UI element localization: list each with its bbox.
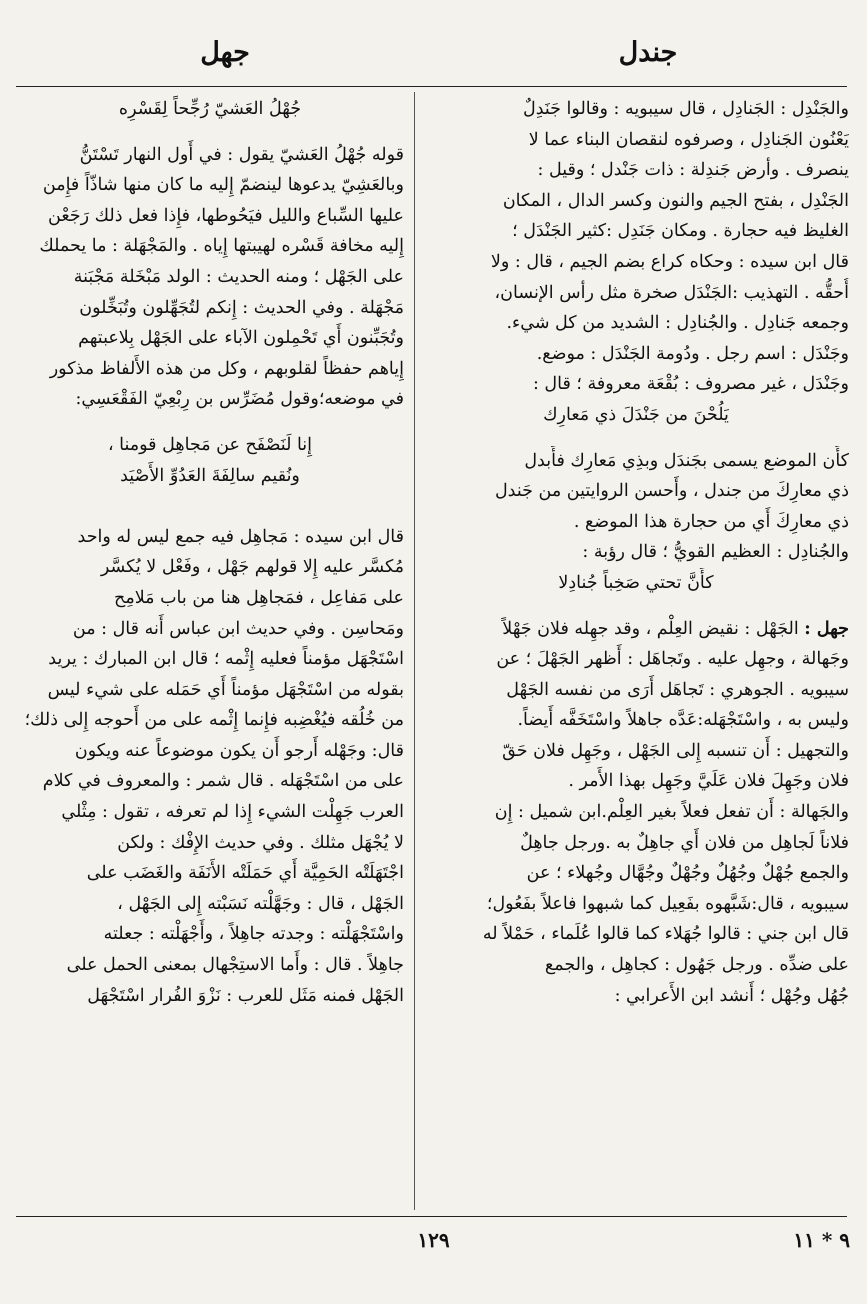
header-left-word: جهل (200, 37, 250, 68)
verse-line: يَلُحْنَ من جَنْدَلَ ذي مَعارِك (543, 404, 729, 425)
bottom-rule (16, 1216, 847, 1217)
text-line: والجُنادِل : العظيم القويُّ ؛ قال رؤبة : (582, 542, 849, 563)
text-line: والجَنْدِل : الجَنادِل ، قال سيبويه : وقالوا جَنَدِلٌ (523, 99, 849, 119)
text-line: في موضعه؛وقول مُضَرِّس بن رِبْعِيّ الفَقْعَسِي: (75, 389, 404, 410)
verse-line: ونُقيم سالِفَةَ العَدُوِّ الأَصْيَد (120, 465, 300, 486)
text-line: قال ابن سيده : مَجاهِل فيه جمع ليس له واحد (77, 526, 404, 547)
text-line: اسْتَجْهَل مؤمناً فعليه إِثْمه ؛ قال ابن المبارك : يريد (48, 649, 404, 670)
text-line: فلاناً لَجاهِل من فلان أَي جاهِلٌ به .ورجل جاهِلٌ (520, 832, 849, 853)
text-line: أُحقُّه . التهذيب :الجَنْدَل صخرة مثل رأس الإنسان، (494, 282, 849, 303)
text-line: قال ابن جني : قالوا جُهَلاء كما قالوا عُلَماء ، حَمْلاً له (482, 924, 849, 945)
text-line: اجْتَهَلَتْه الحَمِيَّة أَي حَمَلَتْه الأَنَفَة والغَضَب على (86, 863, 404, 884)
verse-line: كأَنَّ تحتي صَخِباً جُنادِلا (558, 572, 714, 593)
text-line: العرب جَهِلْت الشيء إِذا لم تعرفه ، تقول : مِثْلي (61, 802, 404, 823)
right-column (423, 94, 849, 1011)
text-line: على الجَهْل ؛ ومنه الحديث : الولد مَبْخَلة مَجْبَنة (73, 266, 404, 287)
left-column (16, 94, 404, 1011)
text-line: فلان وجَهِلَ فلان عَلَيَّ وجَهِل بهذا الأَمر . (568, 771, 849, 792)
text-line: لا يُجْهَل مثلك . وفي حديث الإِفْك : ولكن (117, 832, 404, 853)
column-separator (414, 92, 415, 1210)
text-line: قوله جُهْلُ العَشيّ يقول : في أَول النهار تَسْتَنُّ (79, 144, 404, 165)
text-line: جاهِلاً . قال : وأَما الاستِجْهال بمعنى الحمل على (66, 955, 404, 976)
text-line: مُكسَّر عليه إِلا قولهم جَهْل ، وفَعْل لا يُكسَّر (100, 557, 404, 578)
text-line: سيبويه ، قال:شَبَّهوه بفَعِيل كما شبهوا فاعلاً بفَعُول؛ (486, 893, 849, 914)
text-line: من خُلُقه فيُغْضِبه فإِنما إِثْمه على من أَحوجه إِلى ذلك؛ (24, 710, 404, 731)
text-line: ذي معارِكَ من جندل ، وأَحسن الروايتين من جَندل (494, 481, 849, 502)
text-line: وليس به ، واسْتَجْهَله:عَدَّه جاهلاً واسْتَخَفَّه أَيضاً. (517, 710, 849, 731)
text-line: قال: وجَهْله أَرجو أَن يكون موضوعاً عنه ويكون (74, 740, 404, 761)
text-line: جُهُل وجُهْل ؛ أَنشد ابن الأَعرابي : (614, 985, 849, 1006)
text-line: الجَهْل ، قال : وجَهَّلْته نَسَبْته إِلى الجَهْل ، (117, 893, 404, 914)
text-line: يَعْنُون الجَنادِل ، وصرفوه لنقصان البناء عما لا (528, 129, 849, 150)
text-line: إِليه مخافة قَسْره لهيبتها إِياه . والمَجْهَلة : ما يحملك (39, 236, 404, 257)
text-line: قال ابن سيده : وحكاه كراع بضم الجيم ، قال : ولا (490, 251, 849, 272)
text-line: وتُجَبِّنون أَي تَحْمِلون الآباء على الجَهْل بِلاعبتهم (78, 328, 404, 349)
text-line: ذي معارِكَ أَي من حجارة هذا الموضع . (573, 511, 849, 532)
text-line: ينصرف . وأرض جَندِلة : ذات جَنْدل ؛ وقيل : (537, 160, 849, 181)
verse-line: إِنا لَنَصْفَح عن مَجاهِل قومنا ، (107, 434, 313, 455)
text-line: عليها السِّباع والليل فيَحُوطها، فإِذا فعل ذلك رَجَعْن (48, 205, 404, 226)
page-number: ١٢٩ (417, 1228, 450, 1252)
text-line: على ضدِّه . ورجل جَهُول : كجاهِل ، والجمع (544, 955, 849, 976)
text-line: على مَفاعِل ، فمَجاهِل هنا من باب مَلامِح (114, 587, 404, 608)
text-line: وجمعه جَنادِل . والجُنادِل : الشديد من كل شيء. (506, 313, 849, 334)
text-line: مَجْهَلة . وفي الحديث : إِنكم لتُجَهِّلون وتُبَخِّلون (79, 297, 404, 318)
text-line: وجَنْدَل : اسم رجل . ودُومة الجَنْدَل : موضع. (536, 343, 849, 364)
text-line: إِياهم حفظاً لقلوبهم ، وكل من هذه الأَلفاظ مذكور (49, 358, 404, 379)
text-line: الجَهْل فمنه مَثَل للعرب : نَزْوَ الفُرار اسْتَجْهَل (87, 985, 404, 1006)
text-line: والتجهيل : أَن تنسبه إِلى الجَهْل ، وجَهِل فلان حَقّ (502, 740, 849, 761)
text-line: وبالعَشِيّ يدعوها لينضمّ إِليه ما كان منها شاذّاً فإِمن (42, 175, 404, 196)
text-line: سيبويه . الجوهري : تَجاهَل أَرَى من نفسه الجَهْل (506, 679, 849, 700)
entry-label: جهل : (804, 618, 849, 639)
text-line: وجَهالة ، وجهِل عليه . وتَجاهَل : أَظهر الجَهْلَ ؛ عن (496, 649, 849, 670)
text-line: والجَهالة : أَن تفعل فعلاً بغير العِلْم.ابن شميل : إِن (494, 802, 849, 823)
text-line: على من اسْتَجْهَله . قال شمر : والمعروف في كلام (42, 771, 404, 792)
text-line: الغليظ فيه حجارة . ومكان جَنَدِل :كثير الجَنْدَل ؛ (512, 221, 849, 242)
verse-title-line: جُهْلُ العَشيّ رُجِّحاً لِقَسْرِه (118, 99, 302, 119)
text-line: وجَنْدَل ، غير مصروف : بُقْعَة معروفة ؛ قال : (532, 374, 849, 395)
entry-text: الجَهْل : نقيض العِلْم ، وقد جهِله فلان جَهْلاً (502, 618, 799, 639)
signature-mark: ٩ * ١١ (793, 1228, 850, 1252)
text-line: الجَنْدِل ، بفتح الجيم والنون وكسر الدال ، المكان (502, 190, 849, 211)
entry-jahl-first-line (423, 614, 849, 645)
text-line: بقوله من اسْتَجْهَل مؤمناً أَي حَمَله على شيء ليس (47, 679, 404, 700)
text-line: واسْتَجْهَلْته : وجدته جاهِلاً ، وأَجْهَلْته : جعلته (103, 924, 404, 945)
text-line: كأَن الموضع يسمى بجَندَل وبذِي مَعارِك فأَبدل (524, 450, 849, 471)
text-line: والجمع جُهْلٌ وجُهُلٌ وجُهْلٌ وجُهَّال وجُهلاء ؛ عن (526, 863, 849, 884)
header-right-word: جندل (618, 37, 678, 68)
top-rule (16, 86, 847, 87)
text-line: ومَحاسِن . وفي حديث ابن عباس أَنه قال : من (72, 618, 404, 639)
